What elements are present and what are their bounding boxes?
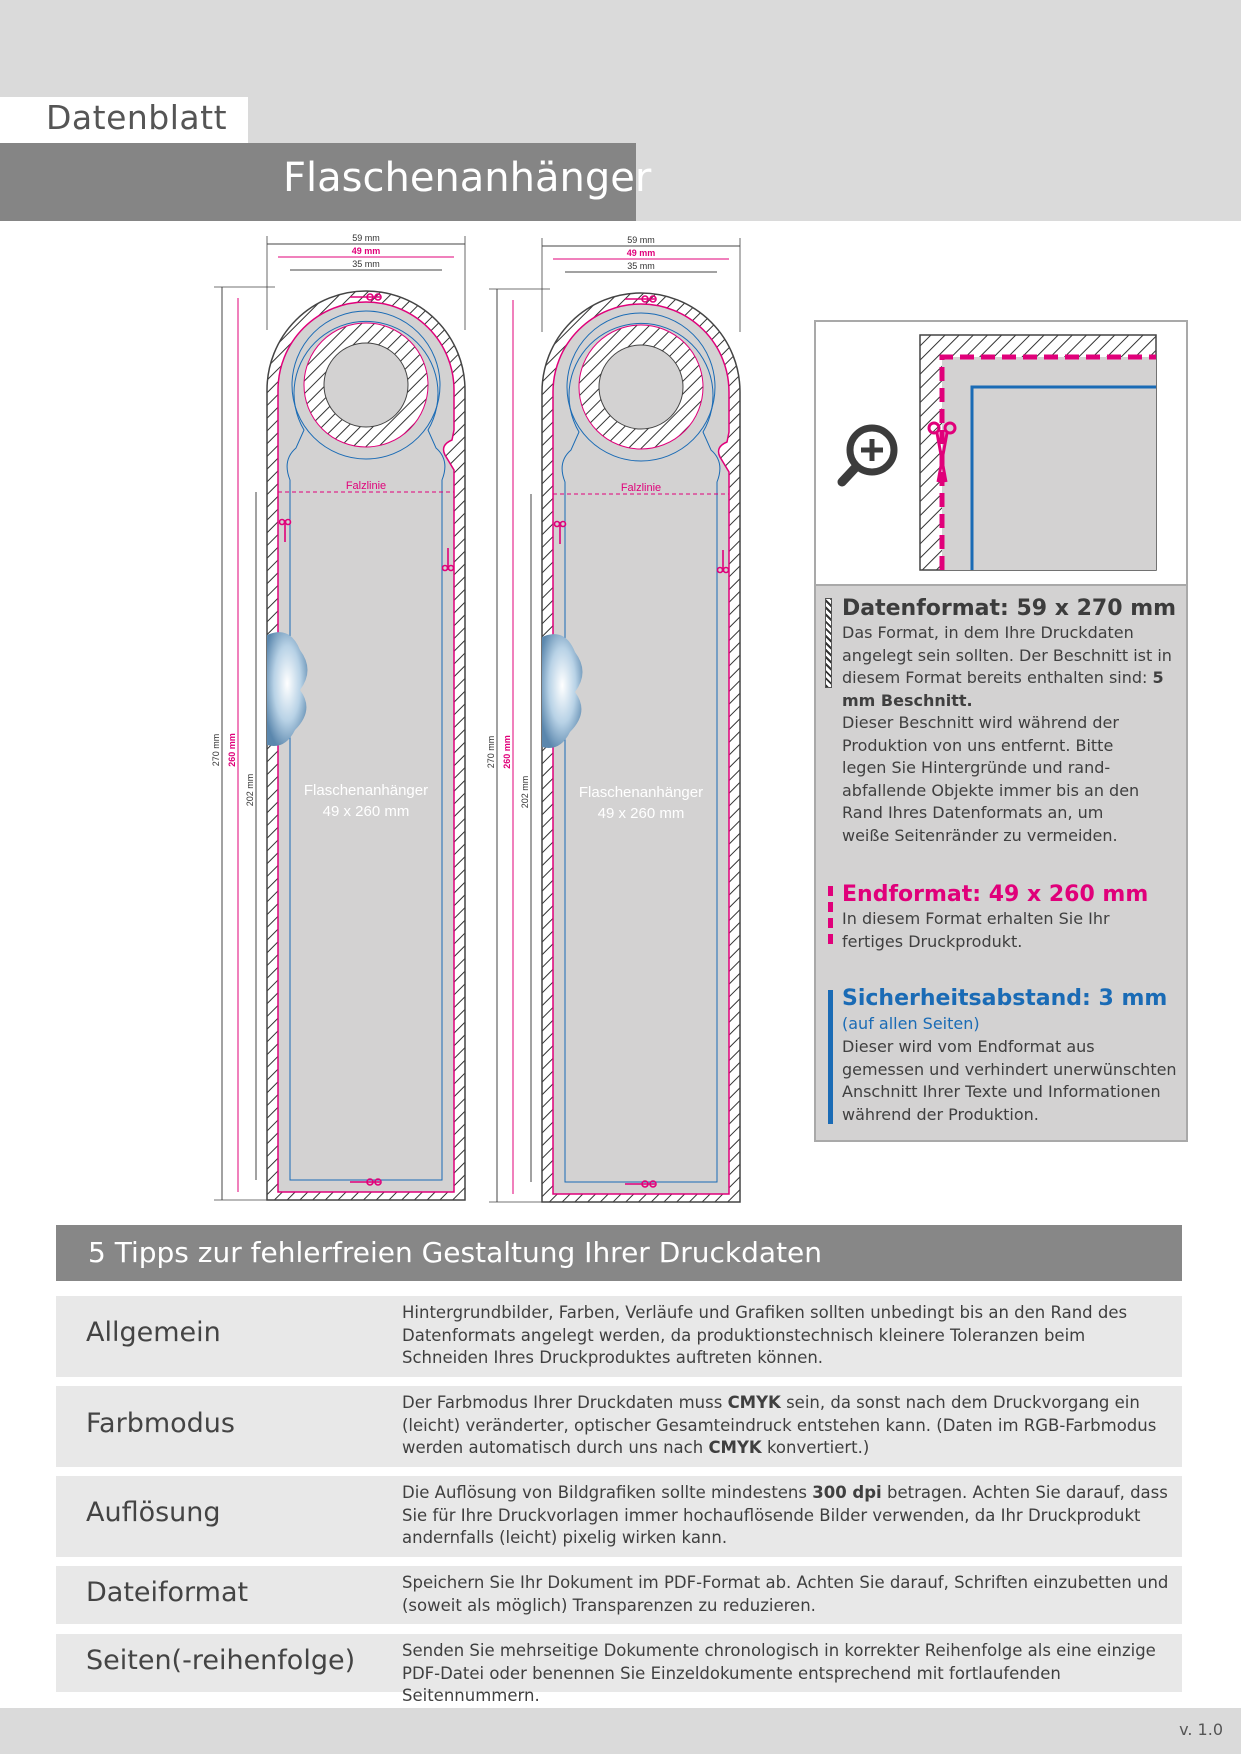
dim-height-final: 260 mm: [502, 735, 512, 769]
endformat-text: In diesem Format erhalten Sie Ihr fertiges Druckprodukt.: [842, 909, 1110, 951]
tip-row-allgemein: [56, 1296, 1182, 1377]
page-title: Flaschenanhänger: [283, 155, 652, 201]
datenformat-text: Das Format, in dem Ihre Druckdaten angelegt sein sollten. Der Beschnitt ist in diesem Format bereits enthalten sind: 5 mm Beschnitt.: [842, 623, 1172, 710]
tip-row-dateiformat: [56, 1566, 1182, 1624]
hanger-left: [214, 236, 465, 1200]
tip-label: Farbmodus: [86, 1408, 235, 1439]
data-format-legend-bar: [825, 598, 832, 688]
footer-band: [0, 1708, 1241, 1754]
dim-width-data: 59 mm: [352, 233, 380, 243]
document-label: Datenblatt: [46, 98, 228, 137]
dim-height-inner: 202 mm: [245, 773, 255, 807]
hanger-technical-drawing: [200, 230, 760, 1210]
sicherheit-subtitle: (auf allen Seiten): [842, 1014, 980, 1033]
bleed-detail-drawing: [816, 322, 1186, 584]
tip-text: Senden Sie mehrseitige Dokumente chronologisch in korrekter Reihenfolge als eine einzige PDF-Datei oder benennen Sie Einzeldokumente entsprechend mit fortlaufenden Seitennummern.: [402, 1641, 1156, 1705]
tip-text: Speichern Sie Ihr Dokument im PDF-Format ab. Achten Sie darauf, Schriften einzubetten und (soweit als möglich) Transparenzen zu reduzieren.: [402, 1573, 1169, 1615]
dim-width-safe: 35 mm: [352, 259, 380, 269]
tip-label: Seiten(-reihenfolge): [86, 1645, 356, 1676]
product-size: 49 x 260 mm: [597, 805, 685, 822]
product-name: Flaschenanhänger: [303, 782, 429, 799]
tips-title: 5 Tipps zur fehlerfreien Gestaltung Ihrer Druckdaten: [88, 1236, 823, 1269]
datenformat-title: Datenformat: 59 x 270 mm: [842, 596, 1177, 621]
dim-width-final: 49 mm: [351, 246, 381, 256]
tip-label: Dateiformat: [86, 1577, 249, 1608]
tip-row-seiten: [56, 1634, 1182, 1705]
zoom-detail: [816, 322, 1186, 586]
tip-row-aufloesung: [56, 1476, 1182, 1557]
tip-text: Hintergrundbilder, Farben, Verläufe und Grafiken sollten unbedingt bis an den Rand des Datenformats angelegt werden, da produktionstechnisch kleinere Toleranzen beim Schneiden Ihres Druckproduktes auftreten können.: [402, 1303, 1128, 1367]
dim-height-data: 270 mm: [486, 735, 496, 769]
fold-line-label: Falzlinie: [620, 482, 662, 494]
product-size: 49 x 260 mm: [322, 803, 410, 820]
sicherheit-title: Sicherheitsabstand: 3 mm: [842, 986, 1168, 1011]
fold-line-label: Falzlinie: [345, 480, 387, 492]
dim-height-data: 270 mm: [211, 733, 221, 767]
dim-width-data: 59 mm: [627, 235, 655, 245]
tip-label: Auflösung: [86, 1497, 221, 1528]
tip-text: Die Auflösung von Bildgrafiken sollte mindestens 300 dpi betragen. Achten Sie darauf, dass Sie für Ihre Druckvorlagen immer hochauflösende Bilder verwenden, da Ihr Druckprodukt andernfalls (leicht) pixelig wirken kann.: [402, 1483, 1168, 1547]
tip-label: Allgemein: [86, 1317, 221, 1348]
sicherheit-text: Dieser wird vom Endformat aus gemessen und verhindert unerwünschten Anschnitt Ihrer Texte und Informationen während der Produktion.: [842, 1037, 1177, 1124]
version-label: v. 1.0: [1179, 1720, 1223, 1739]
hanger-right: [489, 238, 740, 1202]
dim-height-final: 260 mm: [227, 733, 237, 767]
zoom-in-icon: [842, 428, 894, 482]
tip-text: Der Farbmodus Ihrer Druckdaten muss CMYK sein, da sonst nach dem Druckvorgang ein (leicht) veränderter, optischer Gesamteindruck entstehen kann. (Daten im RGB-Farbmodus werden automatisch durch uns nach CMYK konvertiert.): [402, 1393, 1157, 1457]
product-name: Flaschenanhänger: [578, 784, 704, 801]
endformat-title: Endformat: 49 x 260 mm: [842, 882, 1149, 907]
dim-width-safe: 35 mm: [627, 261, 655, 271]
dim-width-final: 49 mm: [626, 248, 656, 258]
tip-row-farbmodus: [56, 1386, 1182, 1467]
safety-margin-legend-bar: [828, 990, 833, 1124]
final-format-legend-bar: [828, 886, 833, 944]
dim-height-inner: 202 mm: [520, 775, 530, 809]
beschnitt-text: Dieser Beschnitt wird während der Produktion von uns entfernt. Bitte legen Sie Hintergründe und randabfallende Objekte immer bis an den Rand Ihres Datenformats an, um weiße Seitenränder zu vermeiden.: [842, 713, 1140, 845]
